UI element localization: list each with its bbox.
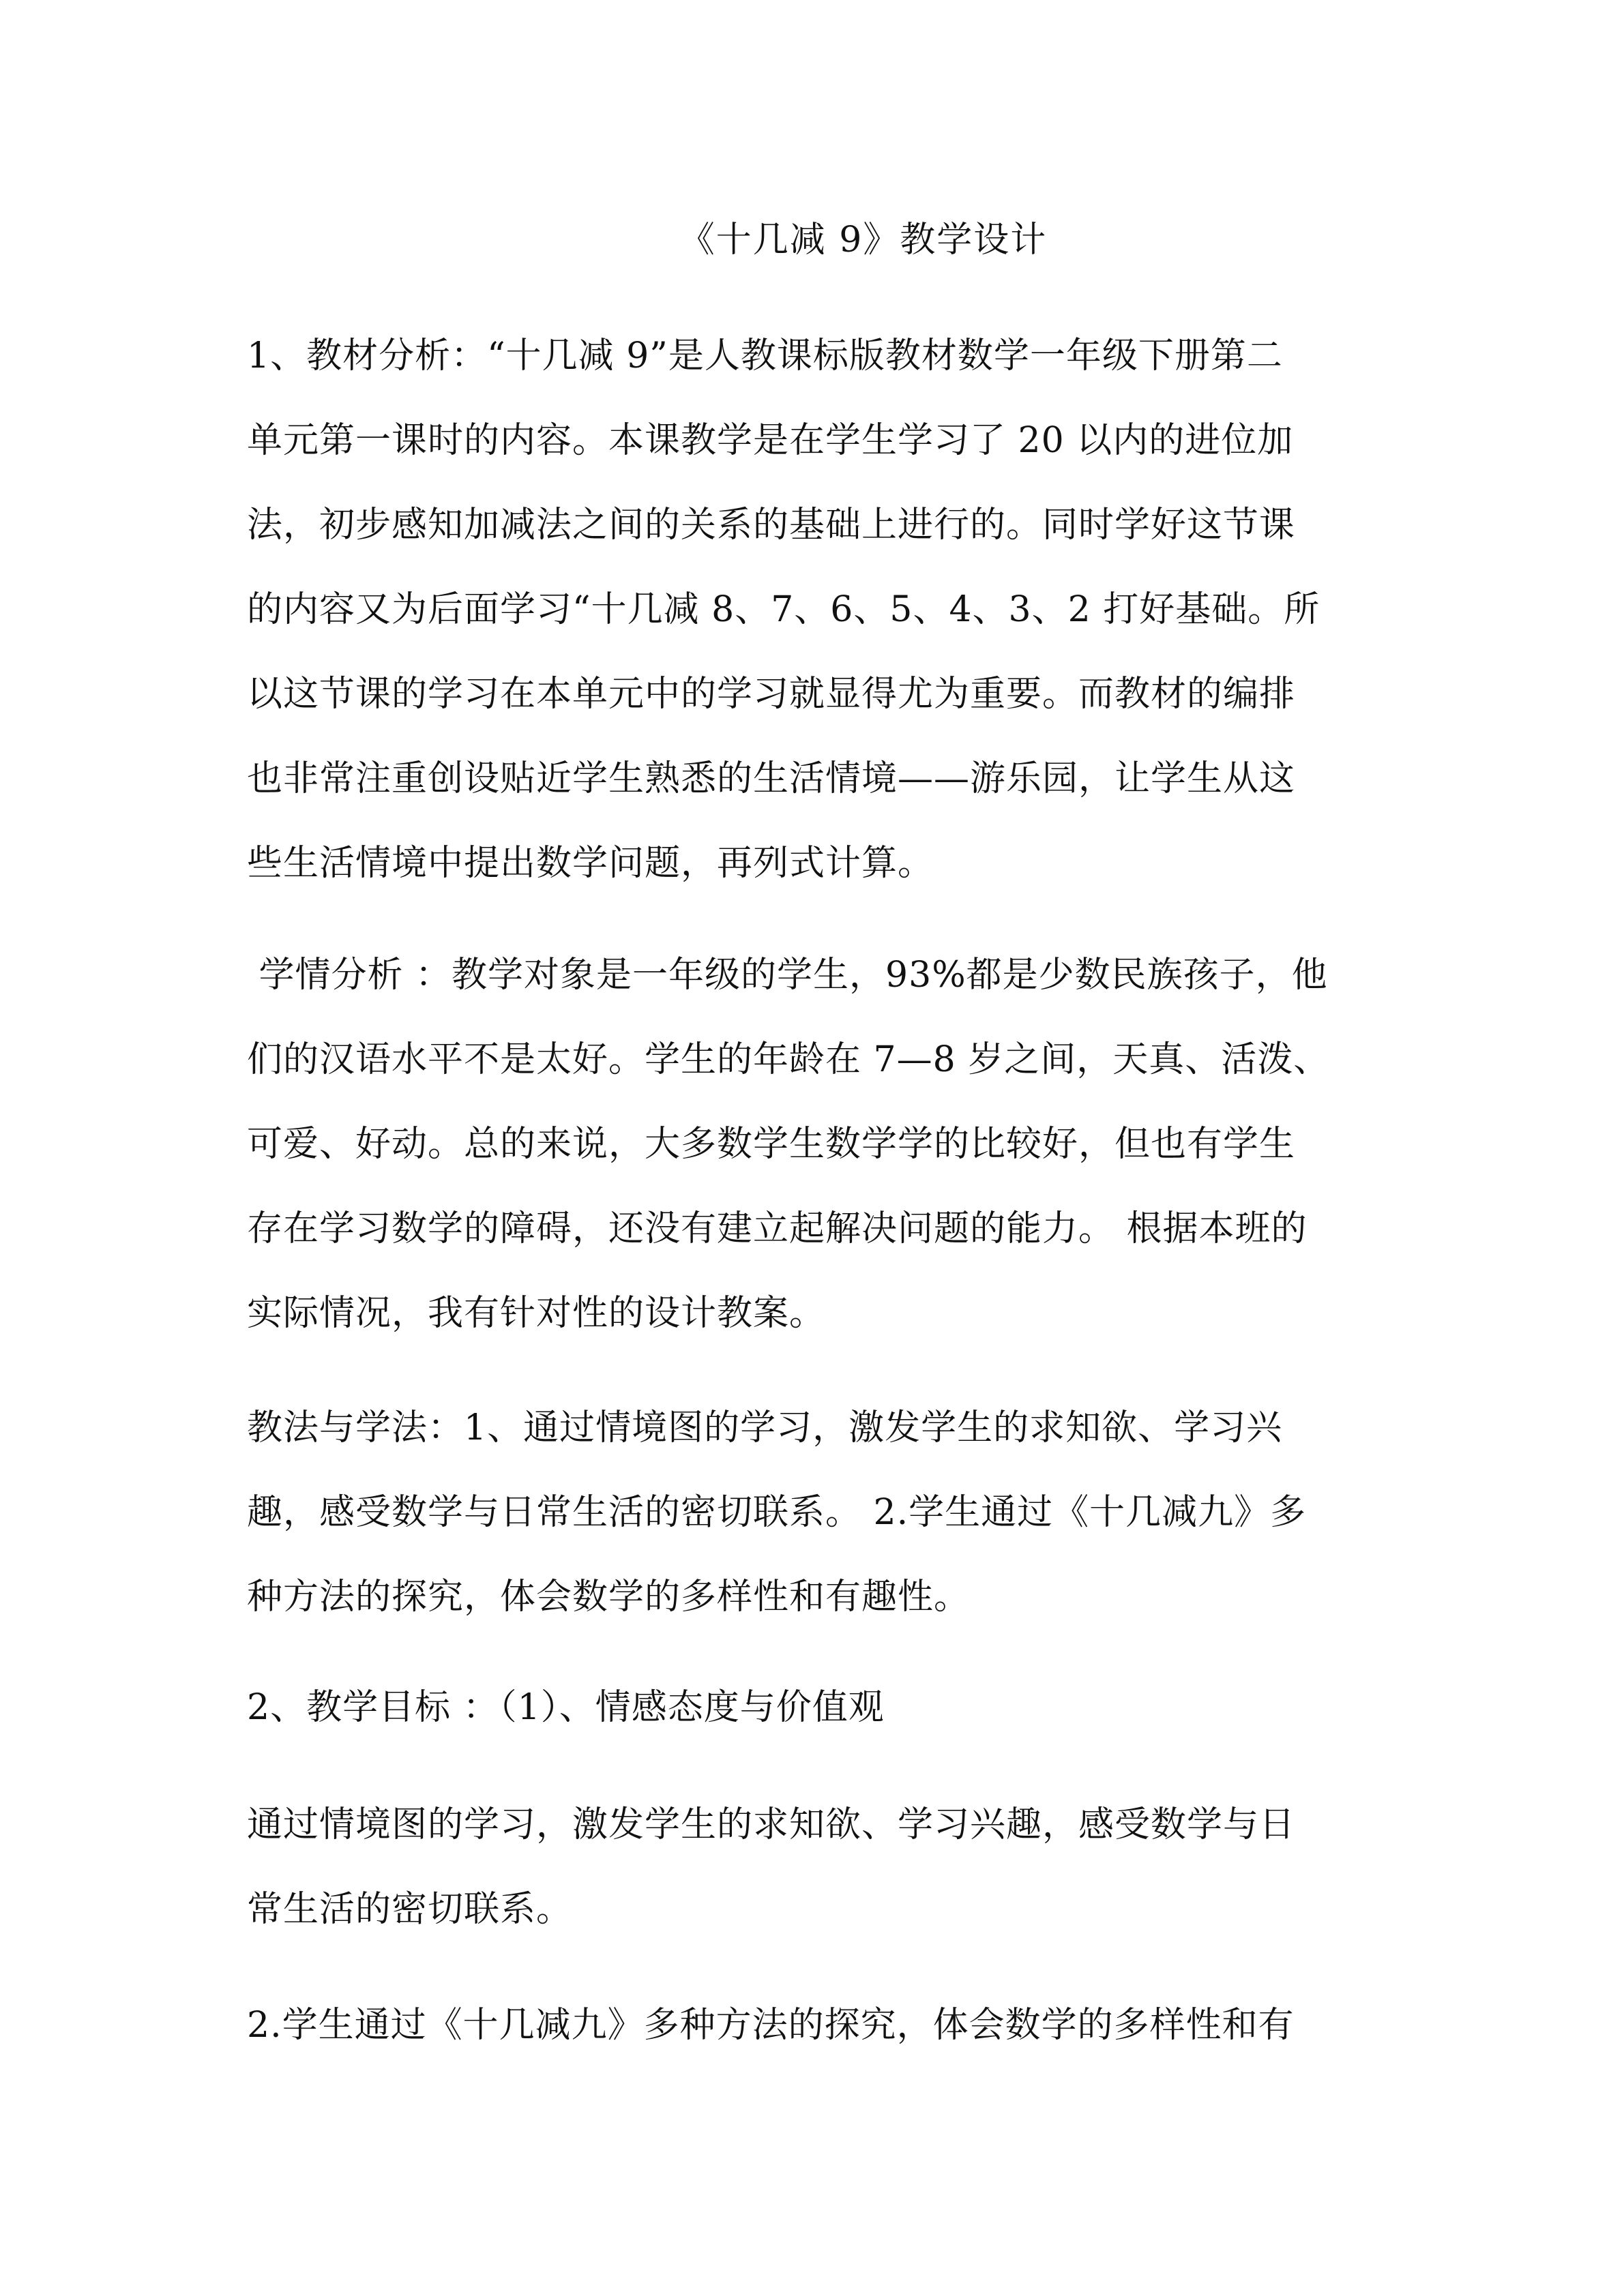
text-line: 种方法的探究，体会数学的多样性和有趣性。	[247, 1577, 971, 1617]
paragraph-goal-1	[247, 1783, 1393, 1952]
paragraph-goal-2	[247, 1983, 1393, 2068]
text-line: 1、教材分析：“十几减 9”是人教课标版教材数学一年级下册第二	[247, 336, 1283, 376]
paragraph-textbook-analysis	[247, 314, 1393, 906]
document-title: 《十几减 9》教学设计	[679, 220, 1048, 260]
text-line: 也非常注重创设贴近学生熟悉的生活情境——游乐园，让学生从这	[247, 758, 1296, 799]
text-line: 常生活的密切联系。	[247, 1889, 573, 1930]
text-line: 存在学习数学的障碍，还没有建立起解决问题的能力。 根据本班的	[247, 1208, 1308, 1249]
text-line: 单元第一课时的内容。本课教学是在学生学习了 20 以内的进位加	[247, 420, 1294, 461]
text-line: 趣，感受数学与日常生活的密切联系。 2.学生通过《十几减九》多	[247, 1492, 1307, 1533]
text-line: 们的汉语水平不是太好。学生的年龄在 7—8 岁之间，天真、活泼、	[247, 1039, 1330, 1080]
paragraph-teaching-methods	[247, 1386, 1393, 1639]
text-line: 以这节课的学习在本单元中的学习就显得尤为重要。而教材的编排	[247, 674, 1296, 715]
text-line: 教法与学法：1、通过情境图的学习，激发学生的求知欲、学习兴	[247, 1407, 1283, 1448]
text-line: 实际情况，我有针对性的设计教案。	[247, 1293, 826, 1334]
text-line: 通过情境图的学习，激发学生的求知欲、学习兴趣，感受数学与日	[247, 1804, 1296, 1845]
text-line: 2.学生通过《十几减九》多种方法的探究，体会数学的多样性和有	[247, 2005, 1295, 2046]
text-line: 可爱、好动。总的来说，大多数学生数学学的比较好，但也有学生	[247, 1124, 1296, 1165]
paragraph-teaching-goals-heading	[247, 1665, 1393, 1750]
text-line: 2、教学目标 ：（1）、情感态度与价值观	[247, 1687, 885, 1728]
text-line: 些生活情境中提出数学问题，再列式计算。	[247, 843, 934, 884]
text-line: 法，初步感知加减法之间的关系的基础上进行的。同时学好这节课	[247, 505, 1296, 546]
text-line: 学情分析 ：教学对象是一年级的学生，93%都是少数民族孩子，他	[247, 955, 1328, 996]
paragraph-student-analysis	[247, 933, 1393, 1356]
text-line: 的内容又为后面学习“十几减 8、7、6、5、4、3、2 打好基础。所	[247, 589, 1320, 630]
